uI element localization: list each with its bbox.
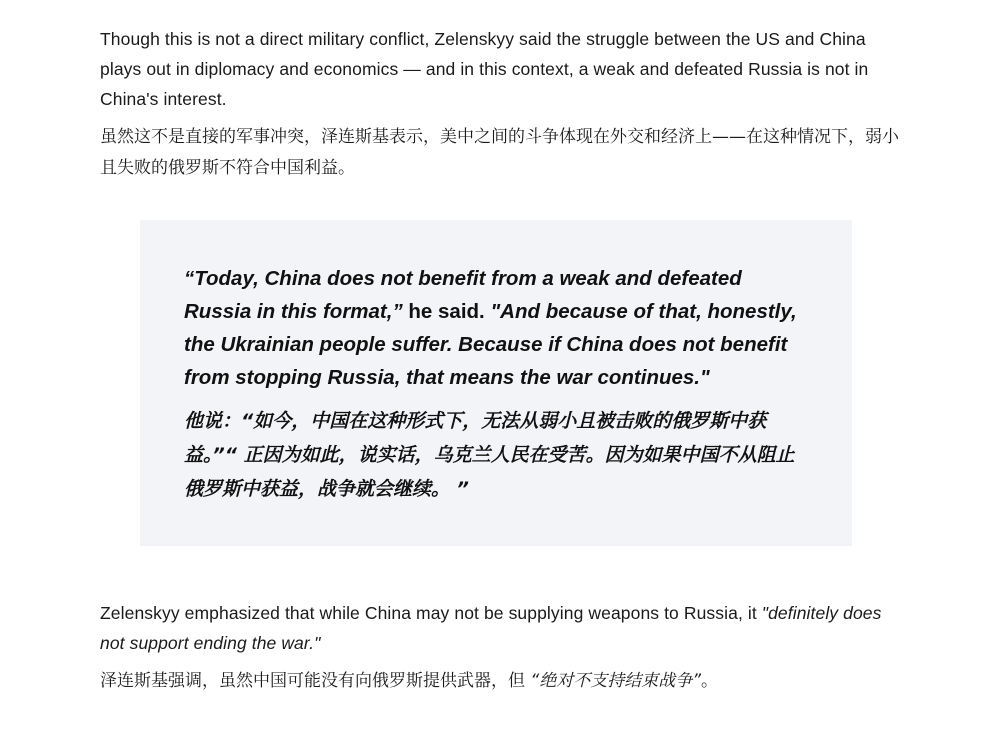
pull-quote-english-part2: "And because of that, honestly, the Ukrainian people suffer. Because if China does not benefit from stopping Russia, that means the war continues." (184, 300, 797, 389)
intro-paragraph-chinese: 虽然这不是直接的军事冲突，泽连斯基表示，美中之间的斗争体现在外交和经济上——在这种情况下，弱小且失败的俄罗斯不符合中国利益。 (100, 127, 899, 178)
closing-paragraph-english (100, 598, 900, 658)
closing-paragraph-english-quote: "definitely does not support ending the war." (100, 603, 882, 653)
closing-section (100, 598, 900, 697)
closing-paragraph-chinese-quote: “绝对不支持结束战争” (530, 671, 702, 691)
pull-quote-english-part1: “Today, China does not benefit from a weak and defeated Russia in this format,” (184, 267, 742, 323)
intro-paragraph-english: Though this is not a direct military conflict, Zelenskyy said the struggle between the US and China plays out in diplomacy and economics — and in this context, a weak and defeated Russia is not in China's interest. (100, 29, 869, 109)
pull-quote-attribution: he said. (402, 300, 491, 323)
closing-paragraph-chinese-text: 泽连斯基强调，虽然中国可能没有向俄罗斯提供武器，但 (100, 671, 531, 691)
pull-quote-chinese: 他说：“如今，中国在这种形式下，无法从弱小且被击败的俄罗斯中获益。”“ 正因为如此，说实话，乌克兰人民在受苦。因为如果中国不从阻止俄罗斯中获益，战争就会继续。 ” (184, 410, 795, 500)
closing-paragraph-chinese-period: 。 (701, 671, 719, 691)
closing-paragraph-chinese (100, 666, 900, 697)
pull-quote-english (184, 262, 808, 394)
pull-quote-block (140, 220, 852, 546)
closing-paragraph-english-text: Zelenskyy emphasized that while China may not be supplying weapons to Russia, it (100, 603, 762, 623)
article-content (100, 24, 900, 705)
